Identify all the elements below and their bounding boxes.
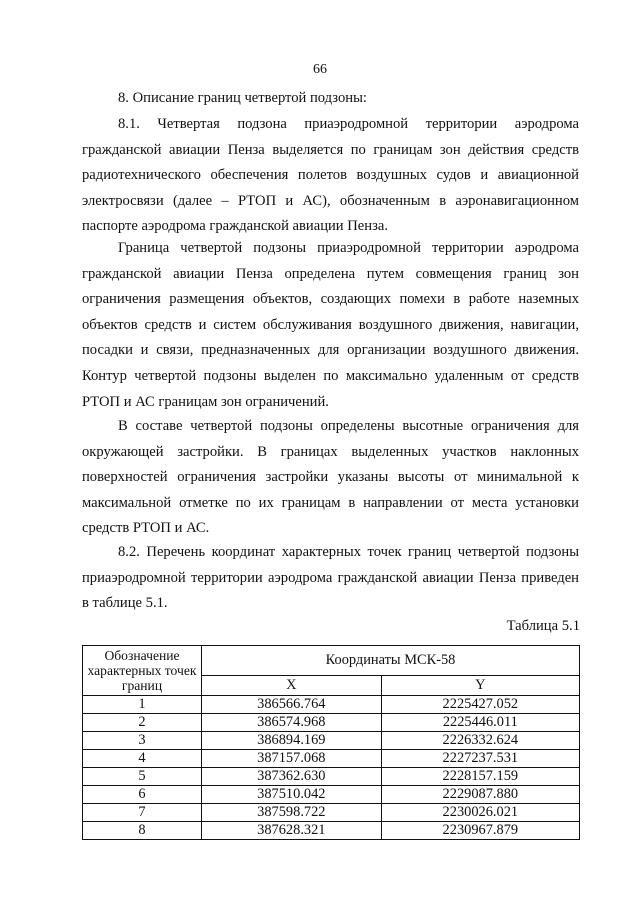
y-coordinate-cell: 2228157.159 bbox=[381, 768, 579, 786]
paragraph-8-1: 8.1. Четвертая подзона приаэродромной территории аэродрома гражданской авиации Пенза выделяется по границам зон действия средств радиотехнического обеспечения полетов воздушных судов и авиационной электросвязи (далее – РТОП и АС), обозначенным в аэронавигационном паспорте аэродрома гражданской авиации Пенза. bbox=[82, 116, 579, 235]
y-coordinate-cell: 2226332.624 bbox=[381, 732, 579, 750]
point-number-cell: 2 bbox=[83, 714, 202, 732]
paragraph-boundary: Граница четвертой подзоны приаэродромной территории аэродрома гражданской авиации Пенза определена путем совмещения границ зон ограничения размещения объектов, создающих помехи в работе наземных объектов средств и систем обслуживания воздушного движения, навигации, посадки и связи, предназначенных для организации воздушного движения. Контур четвертой подзоны выделен по максимально удаленным от средств РТОП и АС границам зон ограничений. bbox=[82, 240, 579, 410]
x-coordinate-cell: 386566.764 bbox=[202, 696, 382, 714]
table-row bbox=[83, 696, 580, 714]
table-row bbox=[83, 768, 580, 786]
table-row bbox=[83, 732, 580, 750]
header-coordinates: Координаты МСК-58 bbox=[202, 646, 580, 676]
table-row bbox=[83, 786, 580, 804]
point-number-cell: 8 bbox=[83, 822, 202, 840]
point-number-cell: 1 bbox=[83, 696, 202, 714]
paragraph-height-limits: В составе четвертой подзоны определены высотные ограничения для окружающей застройки. В границах выделенных участков наклонных поверхностей ограничения застройки указаны высоты от минимальной к максимальной отметке по их границам в направлении от места установки средств РТОП и АС. bbox=[82, 418, 579, 537]
x-coordinate-cell: 387628.321 bbox=[202, 822, 382, 840]
point-number-cell: 5 bbox=[83, 768, 202, 786]
table-row bbox=[83, 822, 580, 840]
header-point-designation: Обозначение характерных точек границ bbox=[83, 646, 202, 696]
point-number-cell: 4 bbox=[83, 750, 202, 768]
point-number-cell: 6 bbox=[83, 786, 202, 804]
table-caption: Таблица 5.1 bbox=[506, 618, 580, 634]
header-y: Y bbox=[381, 676, 579, 696]
y-coordinate-cell: 2229087.880 bbox=[381, 786, 579, 804]
point-number-cell: 3 bbox=[83, 732, 202, 750]
paragraph-8-2: 8.2. Перечень координат характерных точек границ четвертой подзоны приаэродромной территории аэродрома гражданской авиации Пенза приведен в таблице 5.1. bbox=[82, 544, 579, 612]
table-row bbox=[83, 714, 580, 732]
y-coordinate-cell: 2225427.052 bbox=[381, 696, 579, 714]
section-heading: 8. Описание границ четвертой подзоны: bbox=[118, 90, 367, 106]
x-coordinate-cell: 387598.722 bbox=[202, 804, 382, 822]
x-coordinate-cell: 387157.068 bbox=[202, 750, 382, 768]
header-x: X bbox=[202, 676, 382, 696]
table-body bbox=[83, 696, 580, 840]
point-number-cell: 7 bbox=[83, 804, 202, 822]
y-coordinate-cell: 2225446.011 bbox=[381, 714, 579, 732]
y-coordinate-cell: 2227237.531 bbox=[381, 750, 579, 768]
y-coordinate-cell: 2230026.021 bbox=[381, 804, 579, 822]
page-number: 66 bbox=[313, 62, 327, 77]
table-row bbox=[83, 804, 580, 822]
y-coordinate-cell: 2230967.879 bbox=[381, 822, 579, 840]
x-coordinate-cell: 387510.042 bbox=[202, 786, 382, 804]
x-coordinate-cell: 386574.968 bbox=[202, 714, 382, 732]
table-row bbox=[83, 750, 580, 768]
x-coordinate-cell: 387362.630 bbox=[202, 768, 382, 786]
x-coordinate-cell: 386894.169 bbox=[202, 732, 382, 750]
coordinates-table bbox=[82, 645, 580, 840]
